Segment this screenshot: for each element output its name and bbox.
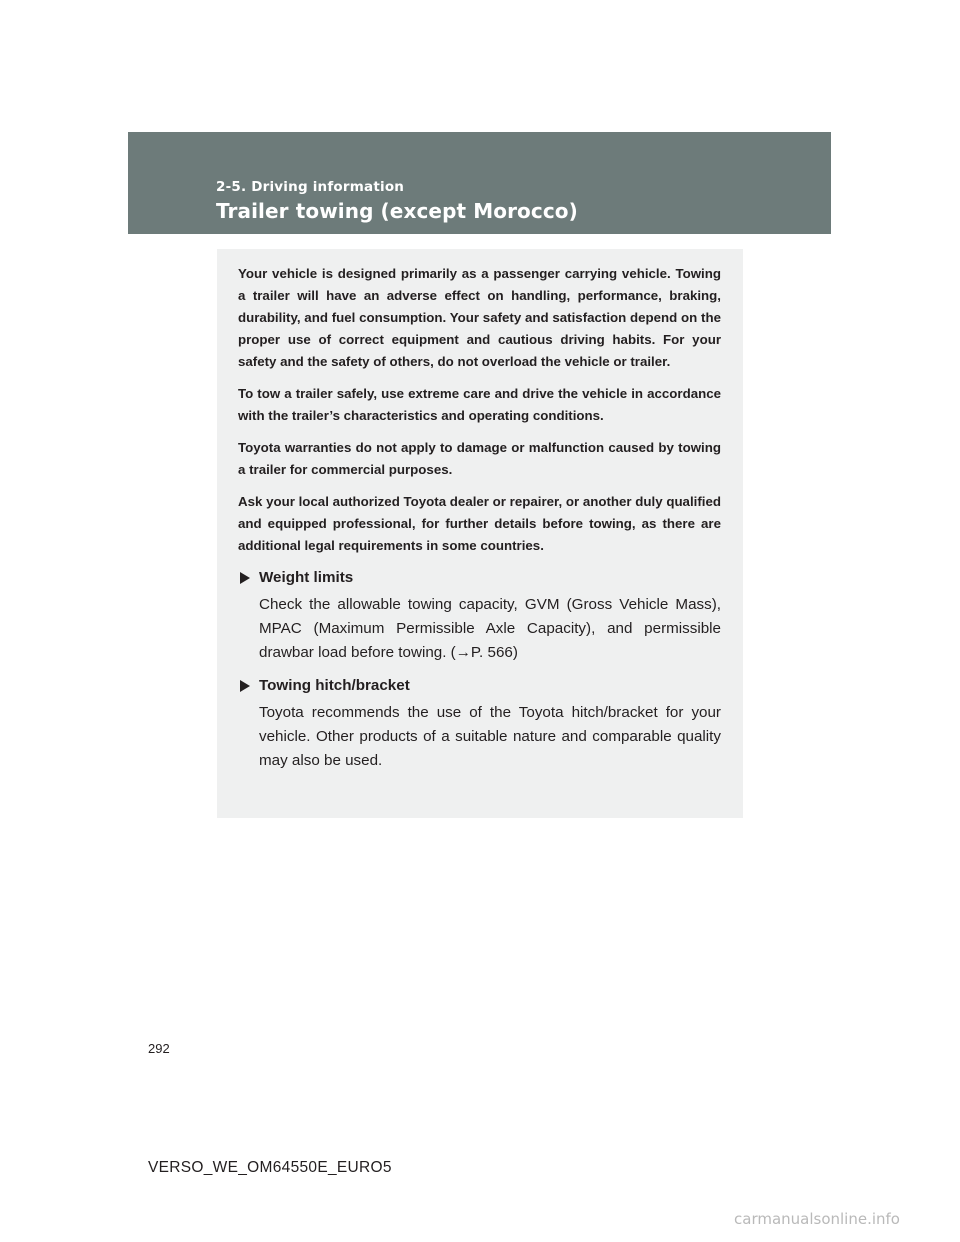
page-number: 292 bbox=[148, 1041, 170, 1056]
triangle-bullet-icon bbox=[240, 680, 250, 692]
page-title: Trailer towing (except Morocco) bbox=[216, 199, 578, 223]
header-band bbox=[128, 132, 831, 234]
section-heading-text: Towing hitch/bracket bbox=[259, 677, 410, 694]
content-box bbox=[217, 249, 743, 818]
section-body: Toyota recommends the use of the Toyota hitch/bracket for your vehicle. Other products of a suitable nature and comparable quality may also be used. bbox=[259, 704, 721, 769]
document-code: VERSO_WE_OM64550E_EURO5 bbox=[148, 1159, 392, 1176]
watermark: carmanualsonline.info bbox=[734, 1210, 900, 1228]
intro-paragraph: Your vehicle is designed primarily as a passenger carrying vehicle. Towing a trailer will have an adverse effect on handling, performance, braking, durability, and fuel consumption. Your safety and satisfaction depend on the proper use of correct equipment and cautious driving habits. For your safety and the safety of others, do not overload the vehicle or trailer. bbox=[238, 266, 721, 369]
intro-paragraph: Ask your local authorized Toyota dealer or repairer, or another duly qualified and equipped professional, for further details before towing, as there are additional legal requirements in some countries. bbox=[238, 494, 721, 553]
section-body: Check the allowable towing capacity, GVM (Gross Vehicle Mass), MPAC (Maximum Permissible Axle Capacity), and permissible drawbar load before towing. (→P. 566) bbox=[259, 596, 721, 661]
section-weight-limits bbox=[238, 567, 721, 665]
section-heading-text: Weight limits bbox=[259, 569, 354, 586]
triangle-bullet-icon bbox=[240, 572, 250, 584]
intro-paragraph: To tow a trailer safely, use extreme care and drive the vehicle in accordance with the trailer’s characteristics and operating conditions. bbox=[238, 386, 721, 423]
section-heading bbox=[238, 675, 721, 697]
section-heading bbox=[238, 567, 721, 589]
section-towing-hitch bbox=[238, 675, 721, 773]
intro-paragraph: Toyota warranties do not apply to damage or malfunction caused by towing a trailer for commercial purposes. bbox=[238, 440, 721, 477]
section-label: 2-5. Driving information bbox=[216, 179, 405, 195]
